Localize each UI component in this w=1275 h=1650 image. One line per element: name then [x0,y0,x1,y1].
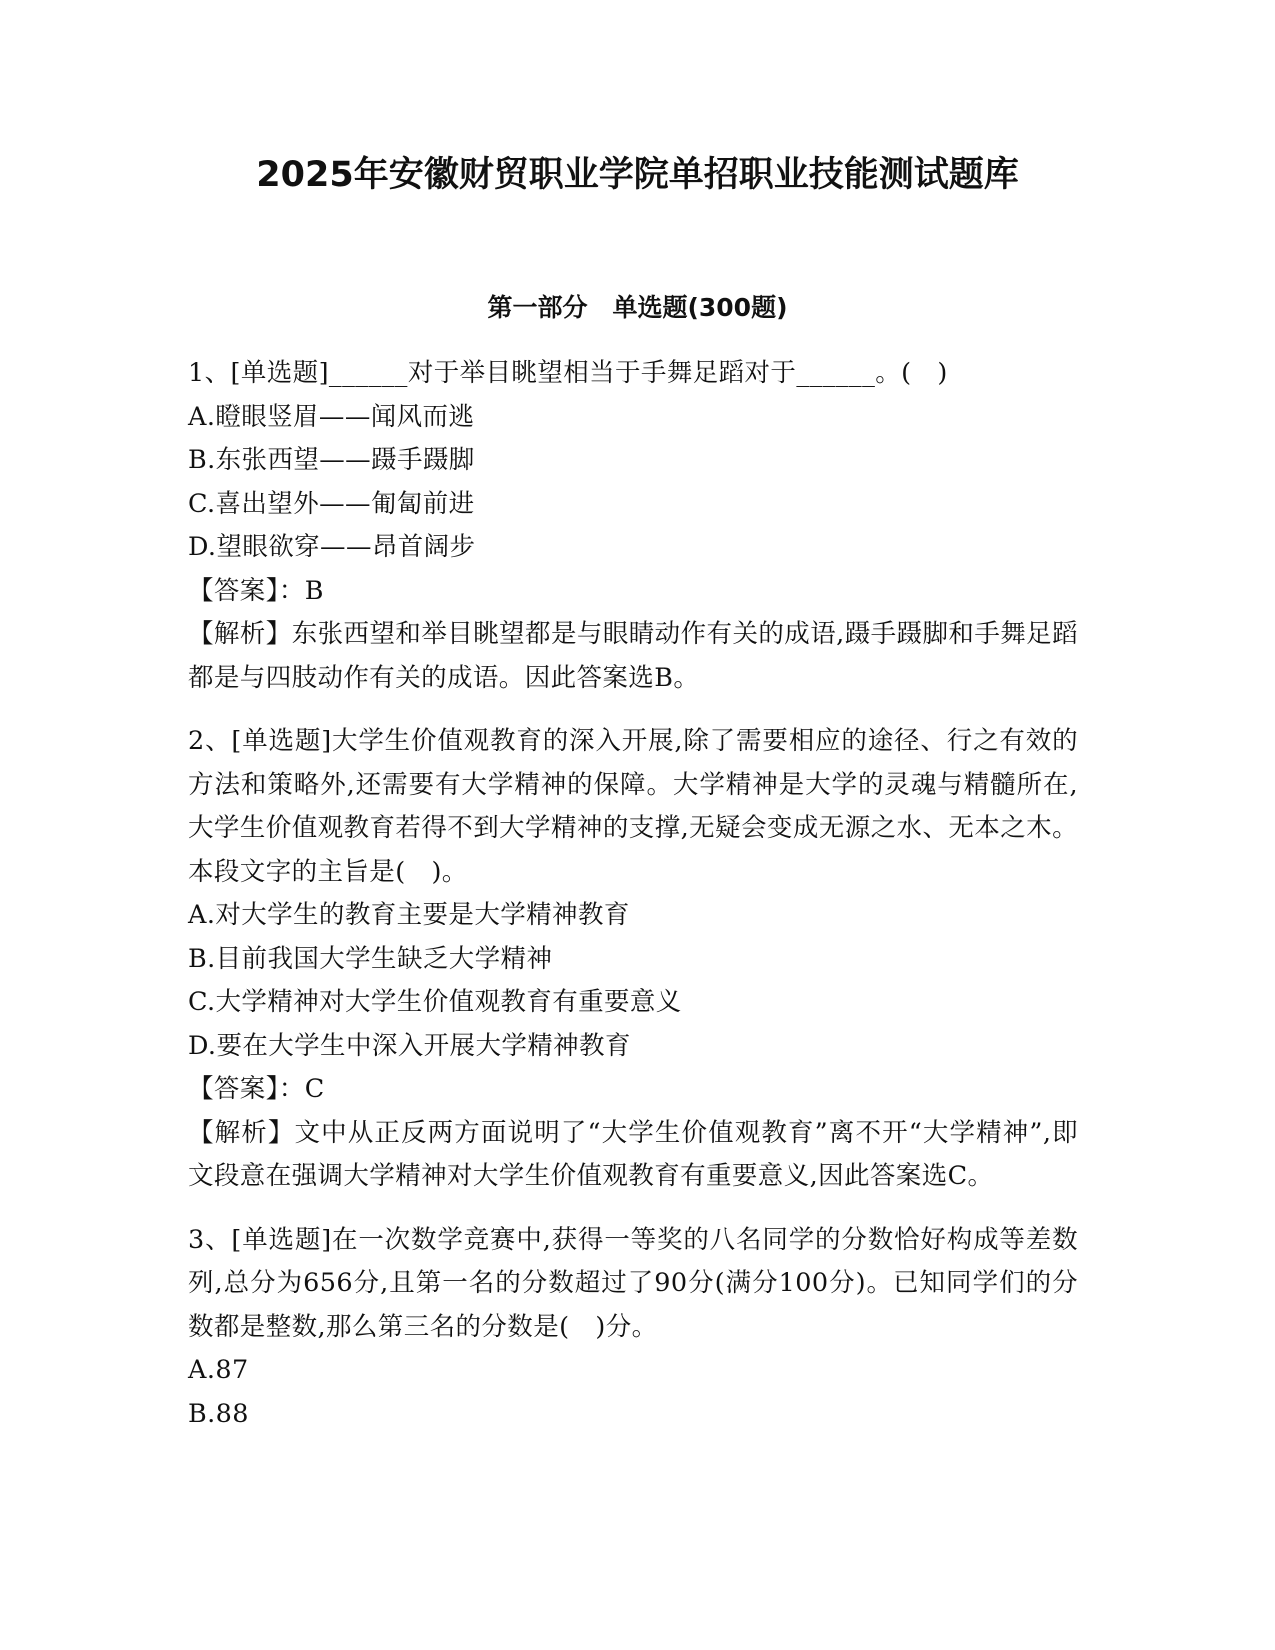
document-title: 2025年安徽财贸职业学院单招职业技能测试题库 [256,155,1019,195]
question-1 [188,352,1078,700]
option-a: A.对大学生的教育主要是大学精神教育 [188,900,630,930]
option-a: A.87 [188,1355,249,1385]
option-d: D.望眼欲穿——昂首阔步 [188,532,476,562]
explanation-text: 【解析】东张西望和举目眺望都是与眼睛动作有关的成语,蹑手蹑脚和手舞足蹈都是与四肢动作有关的成语。因此答案选B。 [188,619,1078,693]
answer-line: 【答案】：B [188,575,324,606]
section-title: 第一部分 单选题(300题) [487,293,788,322]
question-list [188,352,1078,1456]
question-stem: 1、[单选题]______对于举目眺望相当于手舞足蹈对于______。( ) [188,358,948,388]
option-a: A.瞪眼竖眉——闻风而逃 [188,401,475,432]
question-2 [188,720,1078,1199]
question-3 [188,1219,1078,1437]
question-stem: 2、[单选题]大学生价值观教育的深入开展,除了需要相应的途径、行之有效的方法和策略外,还需要有大学精神的保障。大学精神是大学的灵魂与精髓所在,大学生价值观教育若得不到大学精神的支撑,无疑会变成无源之水、无本之木。本段文字的主旨是( )。 [188,726,1078,887]
option-b: B.88 [188,1398,249,1429]
option-d: D.要在大学生中深入开展大学精神教育 [188,1030,631,1061]
option-b: B.东张西望——蹑手蹑脚 [188,445,475,475]
answer-line: 【答案】：C [188,1074,325,1104]
question-stem: 3、[单选题]在一次数学竞赛中,获得一等奖的八名同学的分数恰好构成等差数列,总分为656分,且第一名的分数超过了90分(满分100分)。已知同学们的分数都是整数,那么第三名的分数是( )分。 [188,1224,1078,1342]
option-c: C.大学精神对大学生价值观教育有重要意义 [188,987,682,1017]
option-c: C.喜出望外——匍匐前进 [188,488,475,519]
explanation-text: 【解析】文中从正反两方面说明了“大学生价值观教育”离不开“大学精神”,即文段意在强调大学精神对大学生价值观教育有重要意义,因此答案选C。 [188,1117,1078,1191]
option-b: B.目前我国大学生缺乏大学精神 [188,943,553,974]
